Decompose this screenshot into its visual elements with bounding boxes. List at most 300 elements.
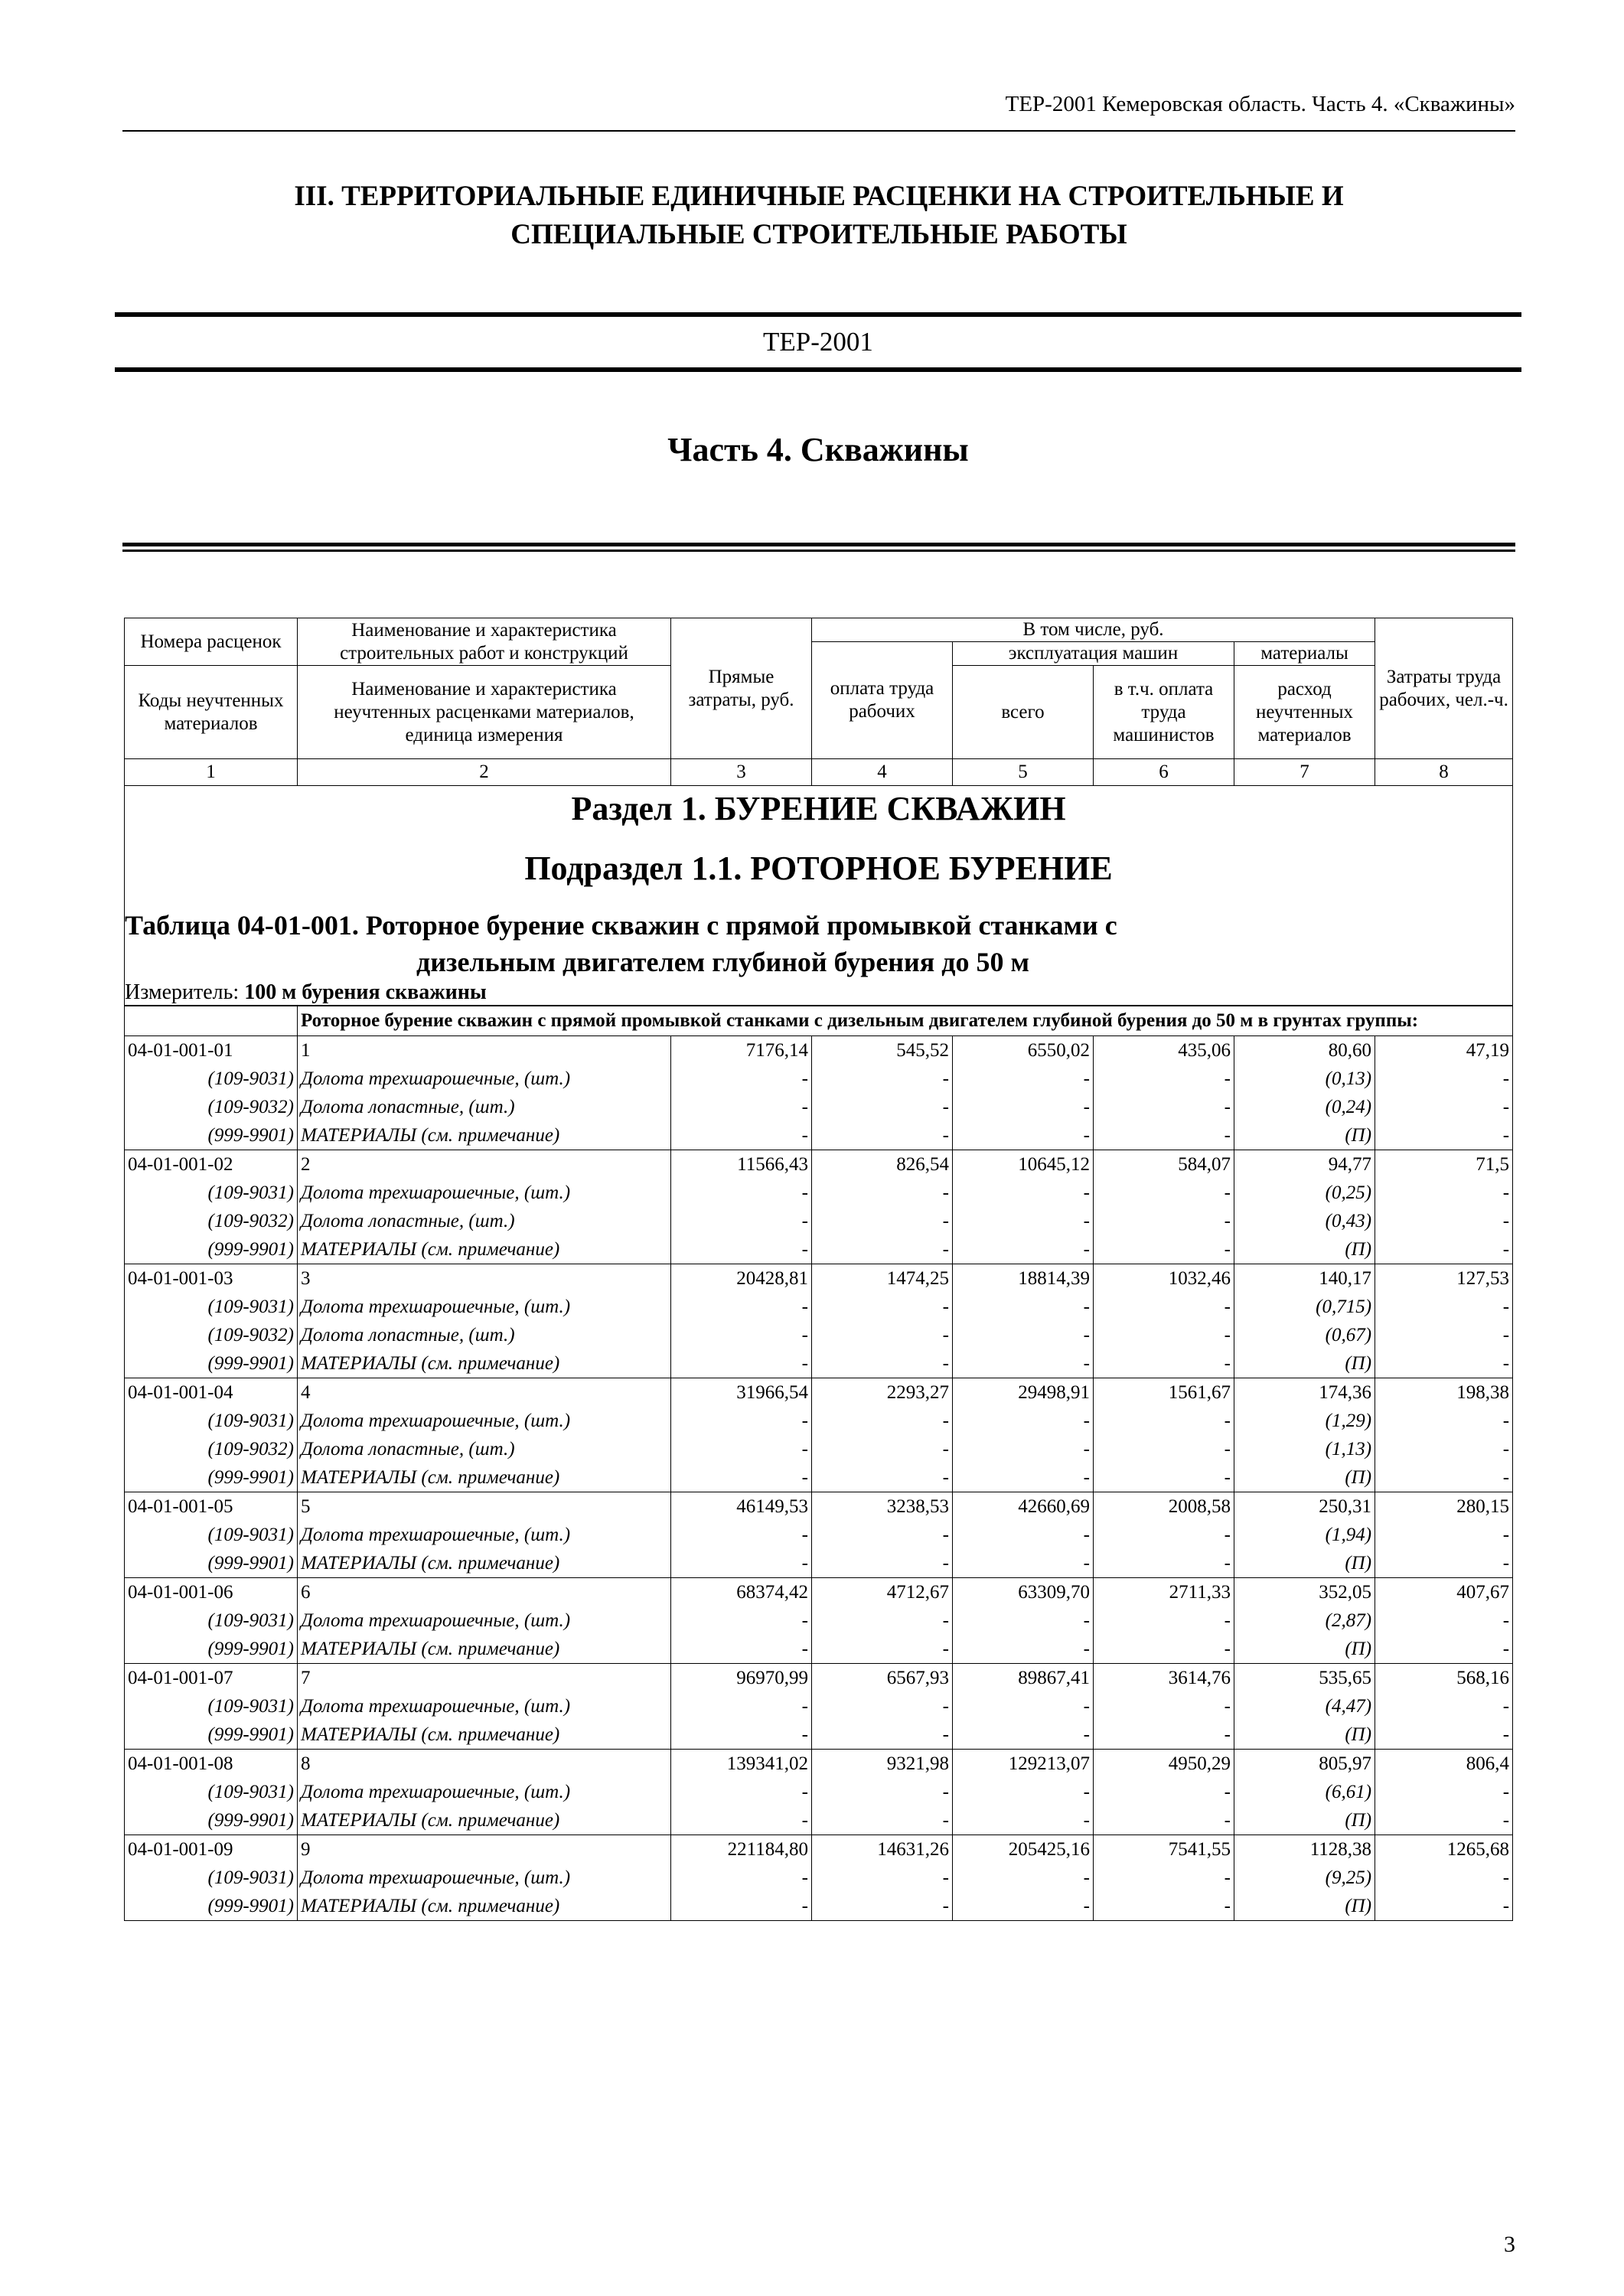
value-c8: 280,15 — [1375, 1492, 1513, 1521]
dash-cell: - — [1375, 1692, 1513, 1720]
value-c6: 4950,29 — [1094, 1750, 1234, 1779]
value-c5: 205425,16 — [953, 1835, 1094, 1864]
dash-cell: - — [812, 1207, 953, 1235]
dash-cell: - — [1094, 1235, 1234, 1264]
dash-cell: - — [1375, 1207, 1513, 1235]
material-name: Долота трехшарошечные, (шт.) — [298, 1778, 671, 1806]
dash-cell: - — [812, 1463, 953, 1492]
material-row — [125, 1778, 1513, 1806]
table-row — [125, 1664, 1513, 1693]
material-name: Долота трехшарошечные, (шт.) — [298, 1521, 671, 1549]
material-consumption: (0,715) — [1234, 1293, 1375, 1321]
ter-band: ТЕР-2001 — [115, 312, 1521, 372]
material-consumption: (1,13) — [1234, 1435, 1375, 1463]
double-rule-bottom — [122, 550, 1515, 552]
value-c7: 535,65 — [1234, 1664, 1375, 1693]
dash-cell: - — [671, 1549, 812, 1578]
material-name: МАТЕРИАЛЫ (см. примечание) — [298, 1549, 671, 1578]
material-row — [125, 1435, 1513, 1463]
dash-cell: - — [953, 1635, 1094, 1664]
value-c4: 545,52 — [812, 1036, 953, 1065]
work-name: 3 — [298, 1264, 671, 1293]
material-name: Долота трехшарошечные, (шт.) — [298, 1407, 671, 1435]
dash-cell: - — [953, 1806, 1094, 1835]
material-name: Долота трехшарошечные, (шт.) — [298, 1179, 671, 1207]
dash-cell: - — [812, 1065, 953, 1093]
material-consumption: (П) — [1234, 1549, 1375, 1578]
dash-cell: - — [953, 1521, 1094, 1549]
value-c5: 89867,41 — [953, 1664, 1094, 1693]
material-code: (109-9032) — [125, 1321, 298, 1349]
material-consumption: (П) — [1234, 1463, 1375, 1492]
value-c8: 568,16 — [1375, 1664, 1513, 1693]
material-name: Долота трехшарошечные, (шт.) — [298, 1065, 671, 1093]
dash-cell: - — [671, 1720, 812, 1750]
material-name: Долота лопастные, (шт.) — [298, 1435, 671, 1463]
material-row — [125, 1549, 1513, 1578]
column-numbers-row — [125, 759, 1513, 786]
dash-cell: - — [1094, 1892, 1234, 1921]
value-c6: 435,06 — [1094, 1036, 1234, 1065]
dash-cell: - — [671, 1235, 812, 1264]
material-name: МАТЕРИАЛЫ (см. примечание) — [298, 1463, 671, 1492]
table-row — [125, 1150, 1513, 1179]
value-c6: 2711,33 — [1094, 1578, 1234, 1607]
value-c5: 6550,02 — [953, 1036, 1094, 1065]
work-name: 9 — [298, 1835, 671, 1864]
dash-cell: - — [1375, 1179, 1513, 1207]
material-name: МАТЕРИАЛЫ (см. примечание) — [298, 1720, 671, 1750]
dash-cell: - — [812, 1892, 953, 1921]
dash-cell: - — [1094, 1293, 1234, 1321]
work-name: 4 — [298, 1378, 671, 1407]
dash-cell: - — [1375, 1778, 1513, 1806]
dash-cell: - — [812, 1321, 953, 1349]
value-c4: 3238,53 — [812, 1492, 953, 1521]
running-header: ТЕР-2001 Кемеровская область. Часть 4. «Скважины» — [1005, 92, 1515, 116]
material-consumption: (1,94) — [1234, 1521, 1375, 1549]
material-code: (109-9031) — [125, 1521, 298, 1549]
material-consumption: (П) — [1234, 1806, 1375, 1835]
dash-cell: - — [812, 1635, 953, 1664]
dash-cell: - — [671, 1463, 812, 1492]
intro-spacer — [125, 1006, 298, 1036]
material-row — [125, 1407, 1513, 1435]
value-c4: 4712,67 — [812, 1578, 953, 1607]
value-c5: 63309,70 — [953, 1578, 1094, 1607]
header-unaccounted-materials: расход неучтенных материалов — [1234, 666, 1375, 759]
section-title: Раздел 1. БУРЕНИЕ СКВАЖИН — [125, 786, 1513, 831]
value-c7: 174,36 — [1234, 1378, 1375, 1407]
intro-text: Роторное бурение скважин с прямой промывкой станками с дизельным двигателем глубиной бурения до 50 м в грунтах группы: — [298, 1006, 1513, 1036]
dash-cell: - — [812, 1521, 953, 1549]
material-code: (999-9901) — [125, 1635, 298, 1664]
value-c3: 7176,14 — [671, 1036, 812, 1065]
value-c6: 1561,67 — [1094, 1378, 1234, 1407]
dash-cell: - — [953, 1778, 1094, 1806]
material-consumption: (9,25) — [1234, 1864, 1375, 1892]
dash-cell: - — [1094, 1720, 1234, 1750]
dash-cell: - — [812, 1606, 953, 1635]
material-row — [125, 1864, 1513, 1892]
dash-cell: - — [1375, 1892, 1513, 1921]
dash-cell: - — [812, 1349, 953, 1378]
dash-cell: - — [671, 1093, 812, 1121]
dash-cell: - — [812, 1692, 953, 1720]
value-c3: 139341,02 — [671, 1750, 812, 1779]
dash-cell: - — [671, 1606, 812, 1635]
material-consumption: (0,43) — [1234, 1207, 1375, 1235]
column-number: 2 — [298, 759, 671, 786]
dash-cell: - — [1094, 1065, 1234, 1093]
material-code: (109-9031) — [125, 1065, 298, 1093]
value-c7: 250,31 — [1234, 1492, 1375, 1521]
dash-cell: - — [953, 1293, 1094, 1321]
page-number: 3 — [1504, 2232, 1515, 2257]
rate-code: 04-01-001-09 — [125, 1835, 298, 1864]
column-number: 4 — [812, 759, 953, 786]
header-including: В том числе, руб. — [812, 618, 1375, 642]
dash-cell: - — [1375, 1121, 1513, 1150]
value-c3: 20428,81 — [671, 1264, 812, 1293]
material-code: (109-9031) — [125, 1692, 298, 1720]
dash-cell: - — [1375, 1321, 1513, 1349]
material-consumption: (0,13) — [1234, 1065, 1375, 1093]
measure-label: Измеритель: — [125, 980, 240, 1004]
dash-cell: - — [671, 1065, 812, 1093]
material-name: МАТЕРИАЛЫ (см. примечание) — [298, 1235, 671, 1264]
material-code: (109-9031) — [125, 1606, 298, 1635]
dash-cell: - — [953, 1692, 1094, 1720]
dash-cell: - — [671, 1349, 812, 1378]
work-name: 1 — [298, 1036, 671, 1065]
value-c6: 584,07 — [1094, 1150, 1234, 1179]
main-title-line1: III. ТЕРРИТОРИАЛЬНЫЕ ЕДИНИЧНЫЕ РАСЦЕНКИ НА СТРОИТЕЛЬНЫЕ И — [294, 181, 1344, 212]
material-code: (999-9901) — [125, 1463, 298, 1492]
table-row — [125, 1835, 1513, 1864]
dash-cell: - — [671, 1321, 812, 1349]
dash-cell: - — [812, 1235, 953, 1264]
work-name: 8 — [298, 1750, 671, 1779]
main-title — [122, 178, 1515, 254]
dash-cell: - — [1094, 1521, 1234, 1549]
rate-code: 04-01-001-08 — [125, 1750, 298, 1779]
material-code: (109-9032) — [125, 1093, 298, 1121]
rate-code: 04-01-001-04 — [125, 1378, 298, 1407]
value-c3: 11566,43 — [671, 1150, 812, 1179]
dash-cell: - — [953, 1179, 1094, 1207]
dash-cell: - — [1094, 1778, 1234, 1806]
value-c8: 47,19 — [1375, 1036, 1513, 1065]
value-c8: 1265,68 — [1375, 1835, 1513, 1864]
material-name: Долота трехшарошечные, (шт.) — [298, 1606, 671, 1635]
dash-cell: - — [1094, 1321, 1234, 1349]
material-code: (999-9901) — [125, 1349, 298, 1378]
table-title-line1: Таблица 04-01-001. Роторное бурение скважин с прямой промывкой станками с — [125, 910, 1117, 941]
dash-cell: - — [1094, 1463, 1234, 1492]
material-consumption: (6,61) — [1234, 1778, 1375, 1806]
dash-cell: - — [812, 1407, 953, 1435]
value-c7: 94,77 — [1234, 1150, 1375, 1179]
table-title — [125, 907, 1513, 980]
part-title: Часть 4. Скважины — [667, 431, 969, 468]
dash-cell: - — [671, 1179, 812, 1207]
dash-cell: - — [1375, 1549, 1513, 1578]
material-code: (109-9031) — [125, 1778, 298, 1806]
material-name: МАТЕРИАЛЫ (см. примечание) — [298, 1349, 671, 1378]
dash-cell: - — [812, 1778, 953, 1806]
material-consumption: (П) — [1234, 1635, 1375, 1664]
dash-cell: - — [953, 1121, 1094, 1150]
material-row — [125, 1293, 1513, 1321]
material-consumption: (П) — [1234, 1349, 1375, 1378]
header-materials: материалы — [1234, 642, 1375, 666]
dash-cell: - — [953, 1321, 1094, 1349]
dash-cell: - — [1094, 1435, 1234, 1463]
dash-cell: - — [953, 1892, 1094, 1921]
header-machines: эксплуатация машин — [953, 642, 1234, 666]
dash-cell: - — [671, 1293, 812, 1321]
value-c7: 1128,38 — [1234, 1835, 1375, 1864]
material-code: (109-9031) — [125, 1407, 298, 1435]
value-c4: 9321,98 — [812, 1750, 953, 1779]
material-consumption: (4,47) — [1234, 1692, 1375, 1720]
material-consumption: (0,67) — [1234, 1321, 1375, 1349]
dash-cell: - — [1094, 1635, 1234, 1664]
dash-cell: - — [671, 1692, 812, 1720]
table-row — [125, 1036, 1513, 1065]
material-consumption: (1,29) — [1234, 1407, 1375, 1435]
dash-cell: - — [1375, 1606, 1513, 1635]
material-consumption: (П) — [1234, 1235, 1375, 1264]
material-consumption: (0,25) — [1234, 1179, 1375, 1207]
dash-cell: - — [671, 1121, 812, 1150]
material-consumption: (П) — [1234, 1892, 1375, 1921]
dash-cell: - — [671, 1407, 812, 1435]
dash-cell: - — [1375, 1720, 1513, 1750]
work-name: 6 — [298, 1578, 671, 1607]
dash-cell: - — [671, 1806, 812, 1835]
value-c4: 14631,26 — [812, 1835, 953, 1864]
dash-cell: - — [1375, 1235, 1513, 1264]
value-c4: 826,54 — [812, 1150, 953, 1179]
material-code: (999-9901) — [125, 1806, 298, 1835]
material-name: Долота лопастные, (шт.) — [298, 1321, 671, 1349]
material-code: (109-9032) — [125, 1435, 298, 1463]
column-number: 1 — [125, 759, 298, 786]
material-row — [125, 1720, 1513, 1750]
header-work-name: Наименование и характеристика строительных работ и конструкций — [298, 618, 671, 666]
header-operator-pay: в т.ч. оплата труда машинистов — [1094, 666, 1234, 759]
dash-cell: - — [812, 1720, 953, 1750]
dash-cell: - — [1094, 1207, 1234, 1235]
material-row — [125, 1692, 1513, 1720]
value-c3: 46149,53 — [671, 1492, 812, 1521]
dash-cell: - — [812, 1093, 953, 1121]
dash-cell: - — [953, 1407, 1094, 1435]
value-c8: 127,53 — [1375, 1264, 1513, 1293]
value-c8: 71,5 — [1375, 1150, 1513, 1179]
material-consumption: (2,87) — [1234, 1606, 1375, 1635]
material-code: (999-9901) — [125, 1720, 298, 1750]
material-row — [125, 1093, 1513, 1121]
value-c5: 29498,91 — [953, 1378, 1094, 1407]
value-c7: 352,05 — [1234, 1578, 1375, 1607]
double-rule-top — [122, 543, 1515, 546]
dash-cell: - — [812, 1121, 953, 1150]
dash-cell: - — [1375, 1635, 1513, 1664]
rate-code: 04-01-001-03 — [125, 1264, 298, 1293]
dash-cell: - — [1375, 1806, 1513, 1835]
material-row — [125, 1806, 1513, 1835]
header-worker-pay: оплата труда рабочих — [812, 642, 953, 759]
table-row — [125, 1492, 1513, 1521]
main-title-line2: СПЕЦИАЛЬНЫЕ СТРОИТЕЛЬНЫЕ РАБОТЫ — [510, 219, 1127, 250]
material-code: (999-9901) — [125, 1121, 298, 1150]
dash-cell: - — [1094, 1864, 1234, 1892]
dash-cell: - — [1094, 1179, 1234, 1207]
material-row — [125, 1606, 1513, 1635]
work-name: 7 — [298, 1664, 671, 1693]
dash-cell: - — [953, 1435, 1094, 1463]
material-code: (109-9031) — [125, 1864, 298, 1892]
dash-cell: - — [953, 1864, 1094, 1892]
value-c5: 42660,69 — [953, 1492, 1094, 1521]
dash-cell: - — [1375, 1349, 1513, 1378]
table-row — [125, 1264, 1513, 1293]
value-c5: 18814,39 — [953, 1264, 1094, 1293]
material-name: Долота трехшарошечные, (шт.) — [298, 1692, 671, 1720]
value-c3: 96970,99 — [671, 1664, 812, 1693]
value-c8: 806,4 — [1375, 1750, 1513, 1779]
dash-cell: - — [953, 1065, 1094, 1093]
work-name: 2 — [298, 1150, 671, 1179]
dash-cell: - — [953, 1463, 1094, 1492]
work-name: 5 — [298, 1492, 671, 1521]
material-name: МАТЕРИАЛЫ (см. примечание) — [298, 1892, 671, 1921]
header-machines-total: всего — [953, 666, 1094, 759]
dash-cell: - — [812, 1435, 953, 1463]
material-row — [125, 1892, 1513, 1921]
rate-code: 04-01-001-06 — [125, 1578, 298, 1607]
dash-cell: - — [812, 1293, 953, 1321]
header-material-names: Наименование и характеристика неучтенных расценками материалов, единица измерения — [298, 666, 671, 759]
column-number: 3 — [671, 759, 812, 786]
rates-table — [124, 618, 1513, 1921]
value-c8: 198,38 — [1375, 1378, 1513, 1407]
dash-cell: - — [671, 1635, 812, 1664]
header-direct-costs: Прямые затраты, руб. — [671, 618, 812, 759]
value-c6: 2008,58 — [1094, 1492, 1234, 1521]
material-consumption: (П) — [1234, 1720, 1375, 1750]
value-c4: 6567,93 — [812, 1664, 953, 1693]
header-rule — [122, 130, 1515, 132]
material-row — [125, 1235, 1513, 1264]
column-number: 8 — [1375, 759, 1513, 786]
material-code: (999-9901) — [125, 1235, 298, 1264]
material-row — [125, 1207, 1513, 1235]
material-row — [125, 1321, 1513, 1349]
table-row — [125, 1750, 1513, 1779]
rate-code: 04-01-001-01 — [125, 1036, 298, 1065]
dash-cell: - — [1094, 1549, 1234, 1578]
material-code: (109-9032) — [125, 1207, 298, 1235]
material-name: Долота трехшарошечные, (шт.) — [298, 1293, 671, 1321]
dash-cell: - — [1094, 1692, 1234, 1720]
subsection-title: Подраздел 1.1. РОТОРНОЕ БУРЕНИЕ — [125, 830, 1513, 907]
header-labor-hours: Затраты труда рабочих, чел.-ч. — [1375, 618, 1513, 759]
value-c4: 1474,25 — [812, 1264, 953, 1293]
dash-cell: - — [1375, 1407, 1513, 1435]
material-code: (109-9031) — [125, 1293, 298, 1321]
value-c3: 221184,80 — [671, 1835, 812, 1864]
material-code: (999-9901) — [125, 1549, 298, 1578]
dash-cell: - — [953, 1606, 1094, 1635]
dash-cell: - — [812, 1864, 953, 1892]
dash-cell: - — [671, 1435, 812, 1463]
dash-cell: - — [671, 1892, 812, 1921]
value-c5: 10645,12 — [953, 1150, 1094, 1179]
rate-code: 04-01-001-05 — [125, 1492, 298, 1521]
dash-cell: - — [1375, 1435, 1513, 1463]
dash-cell: - — [1375, 1864, 1513, 1892]
material-row — [125, 1179, 1513, 1207]
value-c7: 805,97 — [1234, 1750, 1375, 1779]
material-row — [125, 1121, 1513, 1150]
dash-cell: - — [1375, 1293, 1513, 1321]
dash-cell: - — [1375, 1093, 1513, 1121]
dash-cell: - — [1094, 1121, 1234, 1150]
table-row — [125, 1378, 1513, 1407]
header-material-codes: Коды неучтенных материалов — [125, 666, 298, 759]
material-consumption: (0,24) — [1234, 1093, 1375, 1121]
dash-cell: - — [1094, 1606, 1234, 1635]
column-number: 5 — [953, 759, 1094, 786]
measure-value: 100 м бурения скважины — [244, 980, 487, 1004]
value-c6: 3614,76 — [1094, 1664, 1234, 1693]
material-name: МАТЕРИАЛЫ (см. примечание) — [298, 1121, 671, 1150]
column-number: 6 — [1094, 759, 1234, 786]
dash-cell: - — [812, 1179, 953, 1207]
material-consumption: (П) — [1234, 1121, 1375, 1150]
dash-cell: - — [953, 1235, 1094, 1264]
dash-cell: - — [953, 1207, 1094, 1235]
dash-cell: - — [1375, 1463, 1513, 1492]
rate-code: 04-01-001-02 — [125, 1150, 298, 1179]
value-c6: 1032,46 — [1094, 1264, 1234, 1293]
value-c5: 129213,07 — [953, 1750, 1094, 1779]
column-number: 7 — [1234, 759, 1375, 786]
dash-cell: - — [1094, 1349, 1234, 1378]
value-c3: 31966,54 — [671, 1378, 812, 1407]
value-c6: 7541,55 — [1094, 1835, 1234, 1864]
material-row — [125, 1349, 1513, 1378]
dash-cell: - — [671, 1207, 812, 1235]
dash-cell: - — [671, 1778, 812, 1806]
material-row — [125, 1635, 1513, 1664]
rate-code: 04-01-001-07 — [125, 1664, 298, 1693]
header-rate-numbers: Номера расценок — [125, 618, 298, 666]
value-c3: 68374,42 — [671, 1578, 812, 1607]
dash-cell: - — [671, 1521, 812, 1549]
dash-cell: - — [1094, 1806, 1234, 1835]
material-name: Долота лопастные, (шт.) — [298, 1093, 671, 1121]
material-row — [125, 1065, 1513, 1093]
dash-cell: - — [953, 1093, 1094, 1121]
dash-cell: - — [1094, 1093, 1234, 1121]
material-name: Долота трехшарошечные, (шт.) — [298, 1864, 671, 1892]
material-name: Долота лопастные, (шт.) — [298, 1207, 671, 1235]
